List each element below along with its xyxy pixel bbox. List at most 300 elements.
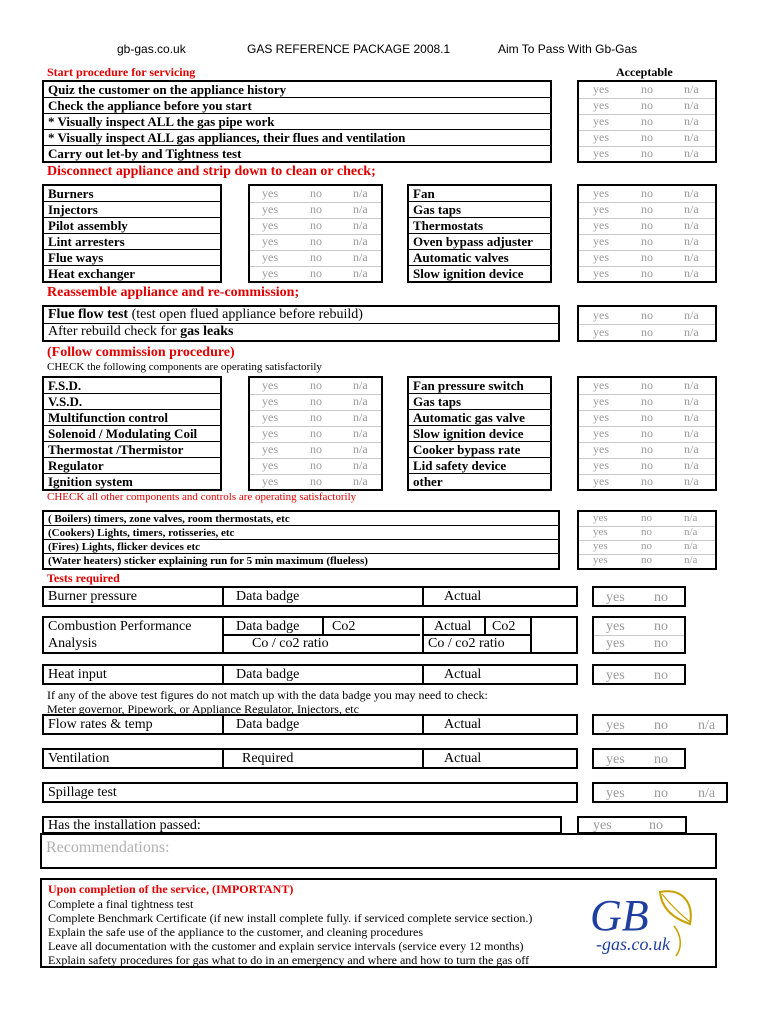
na-option[interactable]: n/a bbox=[684, 266, 699, 280]
divider bbox=[530, 618, 532, 652]
divider bbox=[422, 750, 424, 767]
completion-line: Leave all documentation with the customer and explain service intervals (service every 12 months) bbox=[48, 939, 524, 953]
divider bbox=[422, 666, 424, 683]
yn-row bbox=[250, 378, 381, 395]
yn-row bbox=[579, 98, 715, 115]
no-option[interactable]: no bbox=[641, 394, 653, 408]
no-option[interactable]: no bbox=[654, 752, 668, 767]
yes-option[interactable]: yes bbox=[593, 186, 609, 200]
na-option[interactable]: n/a bbox=[684, 526, 698, 538]
yn-row bbox=[250, 202, 381, 219]
divider bbox=[322, 618, 324, 635]
yn-row bbox=[250, 250, 381, 267]
flow-rates-label: Flow rates & temp bbox=[48, 717, 153, 732]
na-option[interactable]: n/a bbox=[684, 442, 699, 456]
yes-option[interactable]: yes bbox=[593, 474, 609, 488]
others-item: ( Boilers) timers, zone valves, room thermostats, etc bbox=[44, 512, 558, 526]
yes-option[interactable]: yes bbox=[593, 818, 612, 833]
flow-data-badge: Data badge bbox=[236, 717, 300, 732]
yn-row bbox=[579, 394, 715, 411]
na-option[interactable]: n/a bbox=[353, 410, 368, 424]
divider bbox=[422, 716, 424, 733]
yn-row bbox=[250, 458, 381, 475]
recommendations-box[interactable] bbox=[40, 833, 717, 869]
spillage-yn bbox=[592, 782, 728, 803]
yn-row bbox=[579, 474, 715, 490]
na-option[interactable]: n/a bbox=[684, 82, 699, 96]
flow-rates-box bbox=[42, 714, 578, 735]
disconnect-item: Pilot assembly bbox=[44, 218, 220, 234]
na-option[interactable]: n/a bbox=[684, 130, 699, 144]
spillage-box bbox=[42, 782, 578, 803]
ventilation-actual: Actual bbox=[444, 751, 482, 766]
no-option[interactable]: no bbox=[310, 378, 322, 392]
yes-option[interactable]: yes bbox=[593, 540, 608, 552]
yes-option[interactable]: yes bbox=[262, 394, 278, 408]
commission-title: (Follow commission procedure) bbox=[47, 345, 235, 360]
no-option[interactable]: no bbox=[310, 250, 322, 264]
yes-option[interactable]: yes bbox=[606, 668, 625, 683]
passed-box bbox=[42, 816, 562, 834]
yes-option[interactable]: yes bbox=[262, 426, 278, 440]
no-option[interactable]: no bbox=[641, 186, 653, 200]
header-slogan: Aim To Pass With Gb-Gas bbox=[498, 42, 638, 56]
no-option[interactable]: no bbox=[641, 218, 653, 232]
gas-leaks-plain: After rebuild check for bbox=[48, 324, 181, 339]
note-1: If any of the above test figures do not match up with the data badge you may need to check: bbox=[47, 688, 488, 702]
start-title: Start procedure for servicing bbox=[47, 65, 196, 79]
yn-row bbox=[594, 590, 684, 606]
no-option[interactable]: no bbox=[654, 636, 668, 651]
na-option[interactable]: n/a bbox=[698, 786, 716, 801]
completion-line: Explain the safe use of the appliance to the customer, and cleaning procedures bbox=[48, 925, 424, 939]
no-option[interactable]: no bbox=[654, 786, 668, 801]
no-option[interactable]: no bbox=[649, 818, 663, 833]
na-option[interactable]: n/a bbox=[684, 378, 699, 392]
completion-title: Upon completion of the service, (IMPORTANT) bbox=[48, 882, 294, 896]
burner-pressure-label: Burner pressure bbox=[48, 589, 138, 604]
no-option[interactable]: no bbox=[641, 114, 653, 128]
no-option[interactable]: no bbox=[654, 619, 668, 634]
disconnect-item: Fan bbox=[409, 186, 550, 202]
yn-row bbox=[579, 250, 715, 267]
burner-pressure-box bbox=[42, 586, 578, 607]
disconnect-right-box bbox=[407, 184, 552, 283]
yn-row bbox=[250, 234, 381, 251]
yes-option[interactable]: yes bbox=[593, 426, 609, 440]
disconnect-right-yn bbox=[577, 184, 717, 283]
commission-item: Multifunction control bbox=[44, 410, 220, 426]
yn-row bbox=[579, 410, 715, 427]
start-item: * Visually inspect ALL the gas pipe work bbox=[44, 114, 550, 130]
na-option[interactable]: n/a bbox=[684, 458, 699, 472]
yes-option[interactable]: yes bbox=[262, 458, 278, 472]
yes-option[interactable]: yes bbox=[593, 114, 609, 128]
commission-item: F.S.D. bbox=[44, 378, 220, 394]
start-item: Check the appliance before you start bbox=[44, 98, 550, 114]
yn-row bbox=[594, 636, 684, 652]
header-site: gb-gas.co.uk bbox=[117, 42, 186, 56]
page-header bbox=[0, 42, 768, 58]
yes-option[interactable]: yes bbox=[593, 146, 609, 160]
no-option[interactable]: no bbox=[641, 98, 653, 112]
reassemble-title: Reassemble appliance and re-commission; bbox=[47, 285, 300, 300]
yn-row bbox=[579, 234, 715, 251]
na-option[interactable]: n/a bbox=[684, 308, 699, 322]
na-option[interactable]: n/a bbox=[684, 512, 698, 524]
yn-row bbox=[579, 554, 715, 568]
yn-row bbox=[579, 512, 715, 527]
yn-row bbox=[250, 442, 381, 459]
combustion-data-badge: Data badge bbox=[236, 619, 300, 634]
na-option[interactable]: n/a bbox=[684, 474, 699, 488]
commission-left-yn bbox=[248, 376, 383, 491]
gb-gas-logo bbox=[582, 886, 702, 964]
commission-item: Solenoid / Modulating Coil bbox=[44, 426, 220, 442]
yes-option[interactable]: yes bbox=[262, 234, 278, 248]
na-option[interactable]: n/a bbox=[684, 250, 699, 264]
no-option[interactable]: no bbox=[654, 590, 668, 605]
disconnect-item: Oven bypass adjuster bbox=[409, 234, 550, 250]
yes-option[interactable]: yes bbox=[593, 82, 609, 96]
yes-option[interactable]: yes bbox=[262, 250, 278, 264]
combustion-actual-co2: Co2 bbox=[492, 619, 516, 634]
divider bbox=[222, 716, 224, 733]
yes-option[interactable]: yes bbox=[593, 250, 609, 264]
commission-item: Gas taps bbox=[409, 394, 550, 410]
yes-option[interactable]: yes bbox=[593, 394, 609, 408]
burner-data-badge: Data badge bbox=[236, 589, 300, 604]
combustion-data-ratio: Co / co2 ratio bbox=[252, 636, 329, 651]
na-option[interactable]: n/a bbox=[353, 394, 368, 408]
yes-option[interactable]: yes bbox=[593, 202, 609, 216]
commission-item: V.S.D. bbox=[44, 394, 220, 410]
combustion-label-1: Combustion Performance bbox=[48, 619, 192, 634]
yes-option[interactable]: yes bbox=[262, 186, 278, 200]
divider bbox=[484, 618, 486, 635]
no-option[interactable]: no bbox=[310, 266, 322, 280]
yn-row bbox=[579, 526, 715, 541]
yes-option[interactable]: yes bbox=[262, 442, 278, 456]
yes-option[interactable]: yes bbox=[606, 718, 625, 733]
no-option[interactable]: no bbox=[641, 308, 653, 322]
start-item: * Visually inspect ALL gas appliances, their flues and ventilation bbox=[44, 130, 550, 146]
no-option[interactable]: no bbox=[641, 512, 652, 524]
no-option[interactable]: no bbox=[310, 186, 322, 200]
flue-flow-bold: Flue flow test bbox=[48, 307, 129, 322]
yn-row bbox=[579, 130, 715, 147]
yes-option[interactable]: yes bbox=[593, 526, 608, 538]
commission-item: Fan pressure switch bbox=[409, 378, 550, 394]
na-option[interactable]: n/a bbox=[353, 458, 368, 472]
na-option[interactable]: n/a bbox=[684, 234, 699, 248]
yn-row bbox=[594, 786, 726, 802]
disconnect-title: Disconnect appliance and strip down to clean or check; bbox=[47, 164, 376, 179]
yes-option[interactable]: yes bbox=[593, 325, 609, 339]
start-item: Quiz the customer on the appliance history bbox=[44, 82, 550, 98]
commission-item: Lid safety device bbox=[409, 458, 550, 474]
yes-option[interactable]: yes bbox=[593, 98, 609, 112]
heat-data-badge: Data badge bbox=[236, 667, 300, 682]
no-option[interactable]: no bbox=[654, 668, 668, 683]
no-option[interactable]: no bbox=[310, 410, 322, 424]
spillage-label: Spillage test bbox=[48, 785, 117, 800]
others-box bbox=[42, 510, 560, 570]
yes-option[interactable]: yes bbox=[262, 218, 278, 232]
no-option[interactable]: no bbox=[641, 554, 652, 566]
yn-row bbox=[579, 818, 685, 834]
combustion-actual-ratio: Co / co2 ratio bbox=[428, 636, 505, 651]
yn-row bbox=[250, 394, 381, 411]
yn-row bbox=[250, 474, 381, 490]
yn-row bbox=[579, 378, 715, 395]
na-option[interactable]: n/a bbox=[684, 410, 699, 424]
yn-row bbox=[250, 186, 381, 203]
na-option[interactable]: n/a bbox=[353, 442, 368, 456]
yn-row bbox=[579, 114, 715, 131]
yn-row bbox=[579, 146, 715, 162]
gas-leaks-bold: gas leaks bbox=[180, 324, 234, 339]
no-option[interactable]: no bbox=[641, 410, 653, 424]
combustion-box bbox=[42, 616, 578, 654]
start-items-box bbox=[42, 80, 552, 163]
yes-option[interactable]: yes bbox=[606, 786, 625, 801]
start-yn-box bbox=[577, 80, 717, 163]
yn-row bbox=[579, 202, 715, 219]
na-option[interactable]: n/a bbox=[684, 186, 699, 200]
yes-option[interactable]: yes bbox=[593, 234, 609, 248]
gas-leaks-row bbox=[44, 324, 558, 341]
recommendations-label: Recommendations: bbox=[46, 839, 170, 856]
reassemble-yn bbox=[577, 305, 717, 342]
yes-option[interactable]: yes bbox=[262, 202, 278, 216]
heat-input-label: Heat input bbox=[48, 667, 107, 682]
na-option[interactable]: n/a bbox=[684, 98, 699, 112]
na-option[interactable]: n/a bbox=[353, 426, 368, 440]
no-option[interactable]: no bbox=[641, 474, 653, 488]
burner-yn bbox=[592, 586, 686, 607]
yn-row bbox=[594, 668, 684, 684]
na-option[interactable]: n/a bbox=[684, 325, 699, 339]
yes-option[interactable]: yes bbox=[606, 590, 625, 605]
combustion-yn bbox=[592, 616, 686, 654]
yes-option[interactable]: yes bbox=[593, 130, 609, 144]
completion-box bbox=[40, 878, 717, 968]
na-option[interactable]: n/a bbox=[684, 146, 699, 160]
na-option[interactable]: n/a bbox=[353, 234, 368, 248]
disconnect-item: Thermostats bbox=[409, 218, 550, 234]
no-option[interactable]: no bbox=[310, 458, 322, 472]
divider bbox=[222, 666, 224, 683]
no-option[interactable]: no bbox=[641, 458, 653, 472]
combustion-actual: Actual bbox=[434, 619, 472, 634]
flue-flow-rest: (test open flued appliance before rebuild) bbox=[128, 307, 363, 322]
commission-right-box bbox=[407, 376, 552, 491]
completion-line: Explain safety procedures for gas what to do in an emergency and where and how to turn the gas off bbox=[48, 953, 530, 967]
yn-row bbox=[594, 619, 684, 636]
na-option[interactable]: n/a bbox=[353, 474, 368, 488]
ventilation-required: Required bbox=[242, 751, 294, 766]
others-item: (Water heaters) sticker explaining run for 5 min maximum (flueless) bbox=[48, 555, 368, 567]
commission-left-box bbox=[42, 376, 222, 491]
disconnect-item: Flue ways bbox=[44, 250, 220, 266]
no-option[interactable]: no bbox=[310, 234, 322, 248]
no-option[interactable]: no bbox=[654, 718, 668, 733]
disconnect-item: Slow ignition device bbox=[413, 266, 524, 281]
yn-row bbox=[579, 266, 715, 282]
reassemble-box bbox=[42, 305, 560, 342]
yes-option[interactable]: yes bbox=[262, 410, 278, 424]
no-option[interactable]: no bbox=[310, 442, 322, 456]
yes-option[interactable]: yes bbox=[262, 474, 278, 488]
yes-option[interactable]: yes bbox=[262, 266, 278, 280]
yes-option[interactable]: yes bbox=[593, 442, 609, 456]
yes-option[interactable]: yes bbox=[606, 619, 625, 634]
disconnect-item: Heat exchanger bbox=[48, 266, 136, 281]
no-option[interactable]: no bbox=[310, 394, 322, 408]
others-yn bbox=[577, 510, 717, 570]
completion-line: Complete Benchmark Certificate (if new install complete fully. if serviced complete service section.) bbox=[48, 911, 533, 925]
heat-yn bbox=[592, 664, 686, 685]
no-option[interactable]: no bbox=[641, 202, 653, 216]
others-item: (Cookers) Lights, timers, rotisseries, etc bbox=[44, 526, 558, 540]
ventilation-box bbox=[42, 748, 578, 769]
tests-title: Tests required bbox=[47, 571, 120, 585]
yes-option[interactable]: yes bbox=[593, 554, 608, 566]
yn-row bbox=[579, 458, 715, 475]
no-option[interactable]: no bbox=[641, 378, 653, 392]
disconnect-item: Burners bbox=[44, 186, 220, 202]
yes-option[interactable]: yes bbox=[593, 378, 609, 392]
no-option[interactable]: no bbox=[641, 234, 653, 248]
flow-actual: Actual bbox=[444, 717, 482, 732]
others-item: (Fires) Lights, flicker devices etc bbox=[44, 540, 558, 554]
commission-item: Thermostat /Thermistor bbox=[44, 442, 220, 458]
ventilation-yn bbox=[592, 748, 686, 769]
yn-row bbox=[594, 752, 684, 768]
no-option[interactable]: no bbox=[641, 442, 653, 456]
yes-option[interactable]: yes bbox=[593, 512, 608, 524]
acceptable-label: Acceptable bbox=[616, 65, 673, 79]
yn-row bbox=[579, 426, 715, 443]
yes-option[interactable]: yes bbox=[593, 458, 609, 472]
na-option[interactable]: n/a bbox=[684, 394, 699, 408]
flue-flow-row bbox=[44, 307, 558, 324]
divider bbox=[422, 588, 424, 605]
yn-row bbox=[579, 218, 715, 235]
no-option[interactable]: no bbox=[310, 218, 322, 232]
yn-row bbox=[250, 410, 381, 427]
disconnect-item: Gas taps bbox=[409, 202, 550, 218]
divider bbox=[222, 750, 224, 767]
yn-row bbox=[579, 442, 715, 459]
na-option[interactable]: n/a bbox=[684, 426, 699, 440]
yn-row bbox=[579, 82, 715, 99]
heat-actual: Actual bbox=[444, 667, 482, 682]
no-option[interactable]: no bbox=[310, 202, 322, 216]
na-option[interactable]: n/a bbox=[353, 218, 368, 232]
na-option[interactable]: n/a bbox=[698, 718, 716, 733]
yn-row bbox=[594, 718, 726, 734]
passed-yn bbox=[577, 816, 687, 834]
yes-option[interactable]: yes bbox=[606, 752, 625, 767]
combustion-data-co2: Co2 bbox=[332, 619, 356, 634]
disconnect-left-yn bbox=[248, 184, 383, 283]
no-option[interactable]: no bbox=[641, 266, 653, 280]
yn-row bbox=[579, 308, 715, 325]
burner-actual: Actual bbox=[444, 589, 482, 604]
header-package: GAS REFERENCE PACKAGE 2008.1 bbox=[247, 42, 451, 56]
passed-label: Has the installation passed: bbox=[48, 818, 201, 833]
no-option[interactable]: no bbox=[641, 146, 653, 160]
yes-option[interactable]: yes bbox=[593, 218, 609, 232]
combustion-label-2: Analysis bbox=[48, 636, 97, 651]
na-option[interactable]: n/a bbox=[353, 186, 368, 200]
na-option[interactable]: n/a bbox=[353, 378, 368, 392]
disconnect-item: Lint arresters bbox=[44, 234, 220, 250]
na-option[interactable]: n/a bbox=[684, 114, 699, 128]
disconnect-item: Injectors bbox=[44, 202, 220, 218]
logo-main: GB bbox=[590, 891, 649, 940]
no-option[interactable]: no bbox=[641, 325, 653, 339]
flow-yn bbox=[592, 714, 728, 735]
na-option[interactable]: n/a bbox=[684, 540, 698, 552]
na-option[interactable]: n/a bbox=[353, 250, 368, 264]
commission-item: Slow ignition device bbox=[409, 426, 550, 442]
na-option[interactable]: n/a bbox=[353, 202, 368, 216]
note-2: Meter governor, Pipework, or Appliance Regulator, Injectors, etc bbox=[47, 702, 359, 716]
na-option[interactable]: n/a bbox=[684, 202, 699, 216]
no-option[interactable]: no bbox=[641, 130, 653, 144]
no-option[interactable]: no bbox=[641, 526, 652, 538]
yn-row bbox=[579, 540, 715, 555]
commission-item: Ignition system bbox=[48, 474, 133, 489]
ventilation-label: Ventilation bbox=[48, 751, 110, 766]
heat-input-box bbox=[42, 664, 578, 685]
logo-sub: -gas.co.uk bbox=[596, 934, 670, 954]
yn-row bbox=[579, 186, 715, 203]
commission-check: CHECK the following components are operating satisfactorily bbox=[47, 361, 322, 373]
yes-option[interactable]: yes bbox=[262, 378, 278, 392]
yes-option[interactable]: yes bbox=[606, 636, 625, 651]
disconnect-item: Automatic valves bbox=[409, 250, 550, 266]
divider bbox=[222, 588, 224, 605]
yn-row bbox=[250, 426, 381, 443]
check-all-note: CHECK all other components and controls are operating satisfactorily bbox=[47, 491, 357, 503]
yn-row bbox=[579, 325, 715, 341]
no-option[interactable]: no bbox=[641, 250, 653, 264]
disconnect-left-box bbox=[42, 184, 222, 283]
yes-option[interactable]: yes bbox=[593, 308, 609, 322]
no-option[interactable]: no bbox=[641, 540, 652, 552]
no-option[interactable]: no bbox=[641, 82, 653, 96]
commission-item: Automatic gas valve bbox=[409, 410, 550, 426]
na-option[interactable]: n/a bbox=[353, 266, 368, 280]
no-option[interactable]: no bbox=[310, 426, 322, 440]
yn-row bbox=[250, 218, 381, 235]
yes-option[interactable]: yes bbox=[593, 266, 609, 280]
no-option[interactable]: no bbox=[641, 426, 653, 440]
na-option[interactable]: n/a bbox=[684, 218, 699, 232]
yn-row bbox=[250, 266, 381, 282]
completion-line: Complete a final tightness test bbox=[48, 897, 194, 911]
no-option[interactable]: no bbox=[310, 474, 322, 488]
commission-item: Cooker bypass rate bbox=[409, 442, 550, 458]
commission-right-yn bbox=[577, 376, 717, 491]
yes-option[interactable]: yes bbox=[593, 410, 609, 424]
start-item: Carry out let-by and Tightness test bbox=[48, 146, 242, 161]
na-option[interactable]: n/a bbox=[684, 554, 698, 566]
